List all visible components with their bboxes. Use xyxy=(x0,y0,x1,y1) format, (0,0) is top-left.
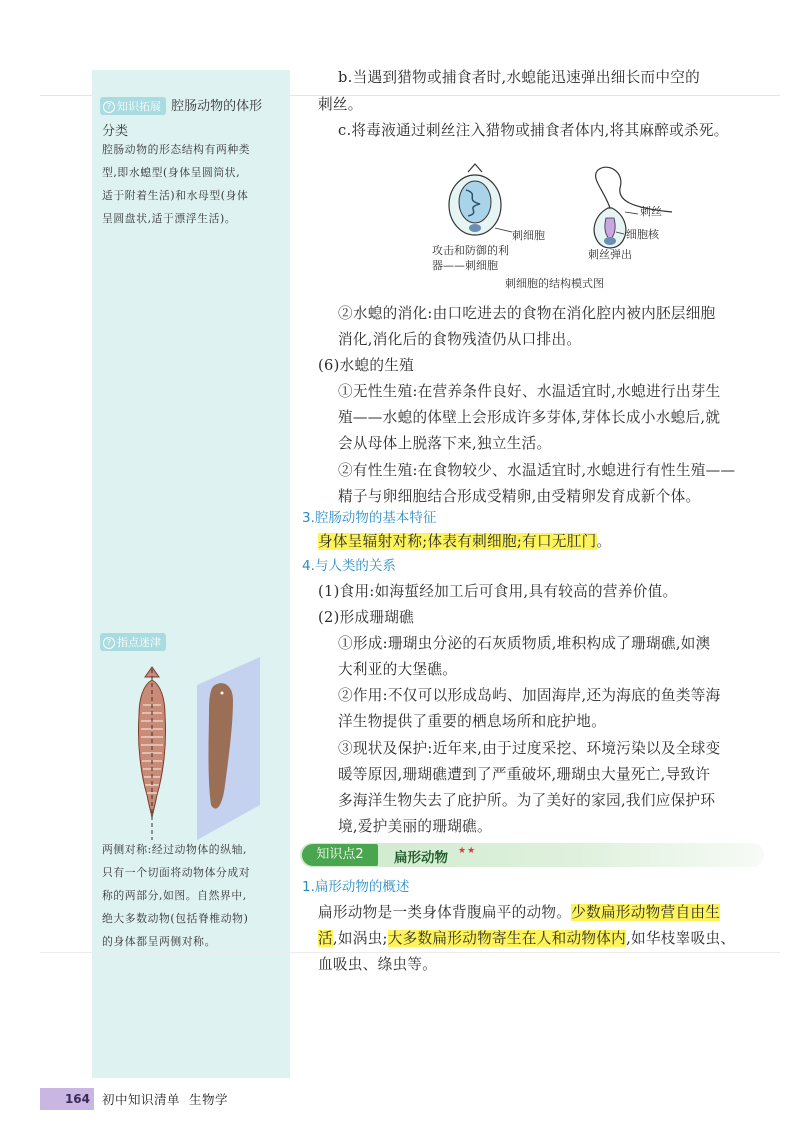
highlight: 少数扁形动物营自由生 xyxy=(571,904,721,921)
knowledge-point-title: 扁形动物 xyxy=(394,850,448,866)
highlight: 活 xyxy=(318,930,333,947)
text-line: 会从母体上脱落下来,独立生活。 xyxy=(338,435,552,452)
extension-title-cont: 分类 xyxy=(102,124,129,139)
text-line: ①无性生殖:在营养条件良好、水温适宜时,水螅进行出芽生 xyxy=(338,383,721,400)
subsection-title: (2)形成珊瑚礁 xyxy=(318,609,415,626)
feature-line: 身体呈辐射对称;体表有刺细胞;有口无肛门。 xyxy=(318,533,612,550)
text-line: ②水螅的消化:由口吃进去的食物在消化腔内被内胚层细胞 xyxy=(338,305,716,322)
text-line: ③现状及保护:近年来,由于过度采挖、环境污染以及全球变 xyxy=(338,740,721,757)
text-line: ②作用:不仅可以形成岛屿、加固海岸,还为海底的鱼类等海 xyxy=(338,687,721,704)
question-icon: ? xyxy=(103,101,115,113)
extension-text: 腔肠动物的形态结构有两种类 型,即水螅型(身体呈圆筒状, 适于附着生活)和水母型(身体 呈圆盘状,适于漂浮生活)。 xyxy=(102,143,251,225)
eyespot xyxy=(221,692,224,695)
page-number: 164 xyxy=(40,1088,94,1110)
tips-header xyxy=(100,631,166,651)
text-line: 消化,消化后的食物残渣仍从口排出。 xyxy=(338,331,582,348)
subsection-title: (6)水螅的生殖 xyxy=(318,357,415,374)
text-line: ①形成:珊瑚虫分泌的石灰质物质,堆积构成了珊瑚礁,如澳 xyxy=(338,635,711,652)
label-attack-cont: 器——刺细胞 xyxy=(432,259,498,272)
text-line: c.将毒液通过刺丝注入猎物或捕食者体内,将其麻醉或杀死。 xyxy=(338,122,729,139)
section-title: 4.与人类的关系 xyxy=(302,558,396,574)
label-thread: 刺丝 xyxy=(640,205,662,218)
tips-tag: ? 指点迷津 xyxy=(100,633,166,651)
text-line: 血吸虫、绦虫等。 xyxy=(318,956,438,973)
extension-title: 腔肠动物的体形 xyxy=(171,99,263,114)
figure-caption: 刺细胞的结构模式图 xyxy=(505,277,604,290)
footer-rule xyxy=(40,952,780,953)
text-line: 精子与卵细胞结合形成受精卵,由受精卵发育成新个体。 xyxy=(338,488,701,505)
text-line: 大利亚的大堡礁。 xyxy=(338,661,458,678)
label-nucleus: 细胞核 xyxy=(626,228,659,241)
knowledge-point-badge: 知识点2 xyxy=(302,844,378,866)
extension-header xyxy=(100,95,262,115)
highlight: 身体呈辐射对称;体表有刺细胞;有口无肛门 xyxy=(318,533,597,550)
text-line: 暖等原因,珊瑚礁遭到了严重破坏,珊瑚虫大量死亡,导致许 xyxy=(338,766,711,783)
text-line: 洋生物提供了重要的栖息场所和庇护地。 xyxy=(338,713,607,730)
text-line: (1)食用:如海蜇经加工后可食用,具有较高的营养价值。 xyxy=(318,583,678,600)
extension-tag: ? 知识拓展 xyxy=(100,97,166,115)
highlight: 大多数扁形动物寄生在人和动物体内 xyxy=(387,930,627,947)
text-line: b.当遇到猎物或捕食者时,水螅能迅速弹出细长而中空的 xyxy=(338,69,701,86)
text-line: 殖——水螅的体壁上会形成许多芽体,芽体长成小水螅后,就 xyxy=(338,409,721,426)
section-title: 3.腔肠动物的基本特征 xyxy=(302,510,437,526)
book-title: 初中知识清单 生物学 xyxy=(102,1092,228,1107)
label-ejected: 刺丝弹出 xyxy=(588,248,632,261)
text-line: 境,爱护美丽的珊瑚礁。 xyxy=(338,818,492,835)
tips-text: 两侧对称:经过动物体的纵轴, 只有一个切面将动物体分成对 称的两部分,如图。自然界中, 绝大多数动物(包括脊椎动物) 的身体都呈两侧对称。 xyxy=(102,843,251,948)
bilateral-symmetry-illustration xyxy=(115,655,285,845)
importance-stars: ★★ xyxy=(458,846,477,856)
section-title: 1.扁形动物的概述 xyxy=(302,879,410,895)
cnidocyte-resting xyxy=(449,164,512,235)
text-line: 刺丝。 xyxy=(318,96,363,113)
label-cnidocyte: 刺细胞 xyxy=(512,229,545,242)
question-icon: ? xyxy=(103,637,115,649)
text-line: 扁形动物是一类身体背腹扁平的动物。少数扁形动物营自由生 xyxy=(318,904,721,921)
text-line: 活,如涡虫;大多数扁形动物寄生在人和动物体内,如华枝睾吸虫、 xyxy=(318,930,736,947)
label-attack: 攻击和防御的利 xyxy=(432,244,509,257)
text-line: 多海洋生物失去了庇护所。为了美好的家园,我们应保护环 xyxy=(338,792,716,809)
text-line: ②有性生殖:在食物较少、水温适宜时,水螅进行有性生殖—— xyxy=(338,462,736,479)
